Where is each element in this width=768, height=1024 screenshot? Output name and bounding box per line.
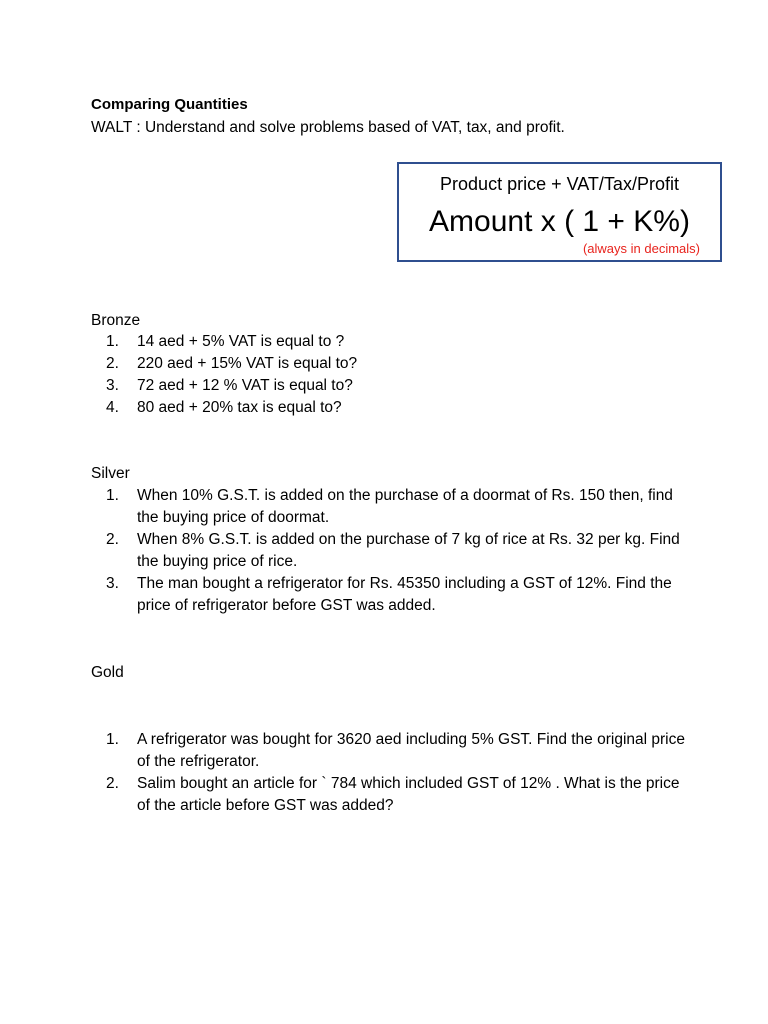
question-item xyxy=(106,485,686,529)
section-label-bronze: Bronze xyxy=(91,312,141,329)
question-item xyxy=(106,773,686,817)
question-item xyxy=(106,729,686,773)
section-label-gold: Gold xyxy=(91,664,124,681)
document-title: Comparing Quantities xyxy=(91,96,248,113)
question-text: When 8% G.S.T. is added on the purchase of 7 kg of rice at Rs. 32 per kg. Find the buying price of rice. xyxy=(137,531,680,570)
question-number: 4. xyxy=(106,399,119,416)
formula-caption: Product price + VAT/Tax/Profit xyxy=(440,174,679,194)
question-item xyxy=(106,573,686,617)
question-number: 2. xyxy=(106,531,119,548)
question-text: A refrigerator was bought for 3620 aed including 5% GST. Find the original price of the refrigerator. xyxy=(137,731,685,770)
silver-question-list xyxy=(106,485,686,617)
formula-box xyxy=(397,162,722,262)
question-text: 220 aed + 15% VAT is equal to? xyxy=(137,355,358,372)
question-number: 3. xyxy=(106,377,119,394)
formula-note: (always in decimals) xyxy=(582,241,700,256)
question-text: 14 aed + 5% VAT is equal to ? xyxy=(137,333,345,350)
question-number: 1. xyxy=(106,333,119,350)
question-text: 80 aed + 20% tax is equal to? xyxy=(137,399,342,416)
formula-expression: Amount x ( 1 + K%) xyxy=(429,205,690,238)
question-item xyxy=(106,331,686,353)
question-text: 72 aed + 12 % VAT is equal to? xyxy=(137,377,353,394)
walt-statement: WALT : Understand and solve problems based of VAT, tax, and profit. xyxy=(91,119,565,136)
question-number: 1. xyxy=(106,487,119,504)
question-item xyxy=(106,375,686,397)
question-number: 1. xyxy=(106,731,119,748)
question-text: The man bought a refrigerator for Rs. 45350 including a GST of 12%. Find the price of refrigerator before GST was added. xyxy=(137,575,672,614)
question-item xyxy=(106,397,686,419)
question-text: Salim bought an article for ` 784 which included GST of 12% . What is the price of the article before GST was added? xyxy=(137,775,680,814)
question-number: 2. xyxy=(106,775,119,792)
question-item xyxy=(106,529,686,573)
gold-question-list xyxy=(106,729,686,817)
question-number: 3. xyxy=(106,575,119,592)
bronze-question-list xyxy=(106,331,686,419)
question-item xyxy=(106,353,686,375)
question-number: 2. xyxy=(106,355,119,372)
question-text: When 10% G.S.T. is added on the purchase of a doormat of Rs. 150 then, find the buying price of doormat. xyxy=(137,487,673,526)
section-label-silver: Silver xyxy=(91,465,130,482)
